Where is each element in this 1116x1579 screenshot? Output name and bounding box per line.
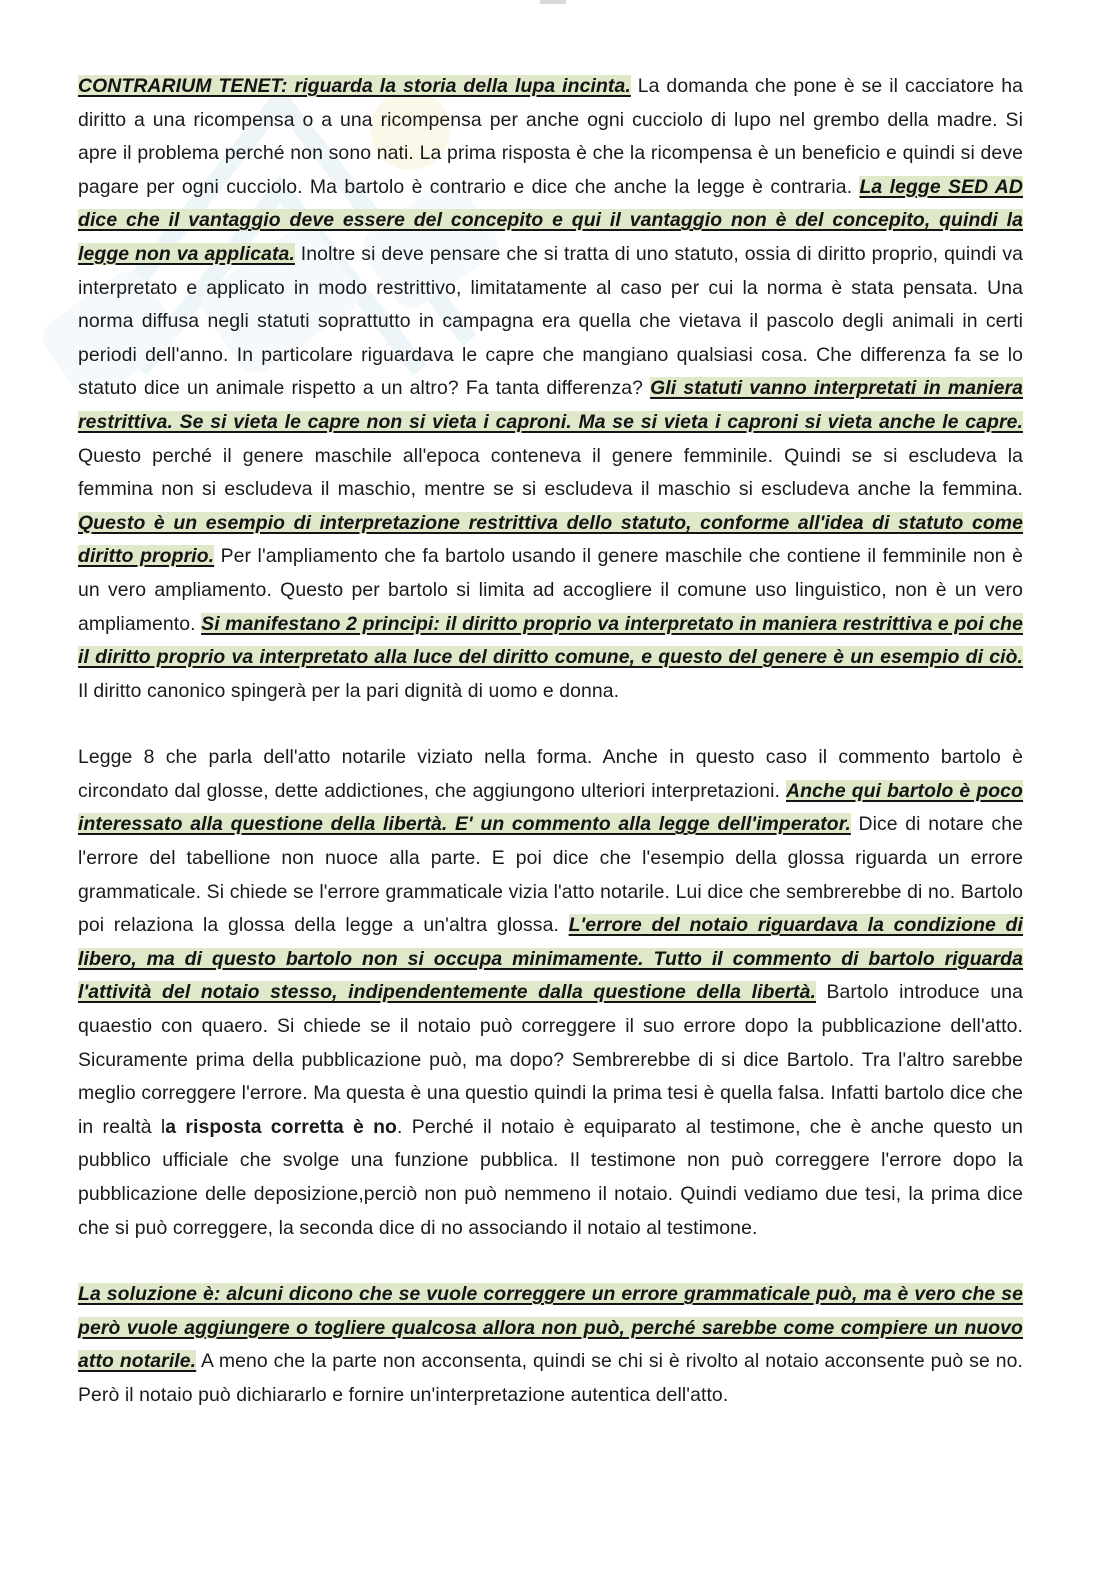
paragraph-3 <box>78 1278 1023 1412</box>
page-header-mark <box>540 0 566 4</box>
paragraph-2 <box>78 741 1023 1245</box>
paragraph-1 <box>78 70 1023 708</box>
bold-segment: a risposta corretta è no <box>165 1115 398 1138</box>
text-segment: Il diritto canonico spingerà per la pari dignità di uomo e donna. <box>78 679 620 702</box>
highlighted-segment: L'errore del notaio riguardava la condizione di libero, ma di questo bartolo non si occupa minimamente. Tutto il commento di bartolo riguarda l'attività del notaio stesso, indipendentemente dalla questione della libertà. <box>78 914 1023 1004</box>
highlighted-segment: CONTRARIUM TENET: riguarda la storia della lupa incinta. <box>78 75 631 97</box>
text-segment: A meno che la parte non acconsenta, quindi se chi si è rivolto al notaio acconsente può se no. Però il notaio può dichiararlo e fornire un'interpretazione autentica dell'atto. <box>78 1350 1023 1406</box>
document-body <box>78 70 1023 1413</box>
highlighted-segment: La legge SED AD dice che il vantaggio deve essere del concepito e qui il vantaggio non è del concepito, quindi la legge non va applicata. <box>78 175 1023 265</box>
highlighted-segment: Questo è un esempio di interpretazione restrittiva dello statuto, conforme all'idea di statuto come diritto proprio. <box>78 511 1023 568</box>
text-segment: . Perché il notaio è equiparato al testimone, che è anche questo un pubblico ufficiale che svolge una funzione pubblica. Il testimone non può correggere l'errore dopo la pubblicazione delle deposizione,perciò non può nemmeno il notaio. Quindi vediamo due tesi, la prima dice che si può correggere, la seconda dice di no associando il notaio al testimone. <box>78 1115 1024 1239</box>
highlighted-segment: Anche qui bartolo è poco interessato alla questione della libertà. E' un commento alla legge dell'imperator. <box>78 779 1023 836</box>
highlighted-segment: Gli statuti vanno interpretati in maniera restrittiva. Se si vieta le capre non si vieta i caproni. Ma se si vieta i caproni si vieta anche le capre. <box>78 377 1023 433</box>
text-segment: Bartolo introduce una quaestio con quaero. Si chiede se il notaio può correggere il suo errore dopo la pubblicazione dell'atto. Sicuramente prima della pubblicazione può, ma dopo? Sembrerebbe di si dice Bartolo. Tra l'altro sarebbe meglio correggere l'errore. Ma questa è una questio quindi la prima tesi è quella falsa. Infatti bartolo dice che in realtà l <box>78 981 1023 1138</box>
highlighted-segment: La soluzione è: alcuni dicono che se vuole correggere un errore grammaticale può, ma è vero che se però vuole aggiungere o togliere qualcosa allora non può, perché sarebbe come compiere un nuovo atto notarile. <box>78 1283 1023 1373</box>
text-segment: Legge 8 che parla dell'atto notarile viziato nella forma. Anche in questo caso il commento bartolo è circondato dal glosse, dette addictiones, che aggiungono ulteriori interpretazioni. <box>78 746 1023 802</box>
text-segment: Per l'ampliamento che fa bartolo usando il genere maschile che contiene il femminile non è un vero ampliamento. Questo per bartolo si limita ad accogliere il comune uso linguistico, non è un vero ampliamento. <box>78 545 1023 635</box>
highlighted-segment: Si manifestano 2 principi: il diritto proprio va interpretato in maniera restrittiva e poi che il diritto proprio va interpretato alla luce del diritto comune, e questo del genere è un esempio di ciò. <box>78 612 1023 669</box>
text-segment: Dice di notare che l'errore del tabellione non nuoce alla parte. E poi dice che l'esempio della glossa riguarda un errore grammaticale. Si chiede se l'errore grammaticale vizia l'atto notarile. Lui dice che sembrerebbe di no. Bartolo poi relaziona la glossa della legge a un'altra glossa. <box>78 813 1023 937</box>
text-segment: Questo perché il genere maschile all'epoca conteneva il genere femminile. Quindi se si escludeva la femmina non si escludeva il maschio, mentre se si escludeva il maschio si escludeva anche la femmina. <box>78 444 1023 501</box>
text-segment: Inoltre si deve pensare che si tratta di uno statuto, ossia di diritto proprio, quindi va interpretato e applicato in modo restrittivo, limitatamente al caso per cui la norma è stata pensata. Una norma diffusa negli statuti soprattutto in campagna era quella che vietava il pascolo degli animali in certi periodi dell'anno. In particolare riguardava le capre che mangiano qualsiasi cosa. Che differenza fa se lo statuto dice un animale rispetto a un altro? Fa tanta differenza? <box>78 242 1024 400</box>
text-segment: La domanda che pone è se il cacciatore ha diritto a una ricompensa o a una ricompensa per anche ogni cucciolo di lupo nel grembo della madre. Si apre il problema perché non sono nati. La prima risposta è che la ricompensa è un beneficio e quindi si deve pagare per ogni cucciolo. Ma bartolo è contrario e dice che anche la legge è contraria. <box>78 75 1024 198</box>
